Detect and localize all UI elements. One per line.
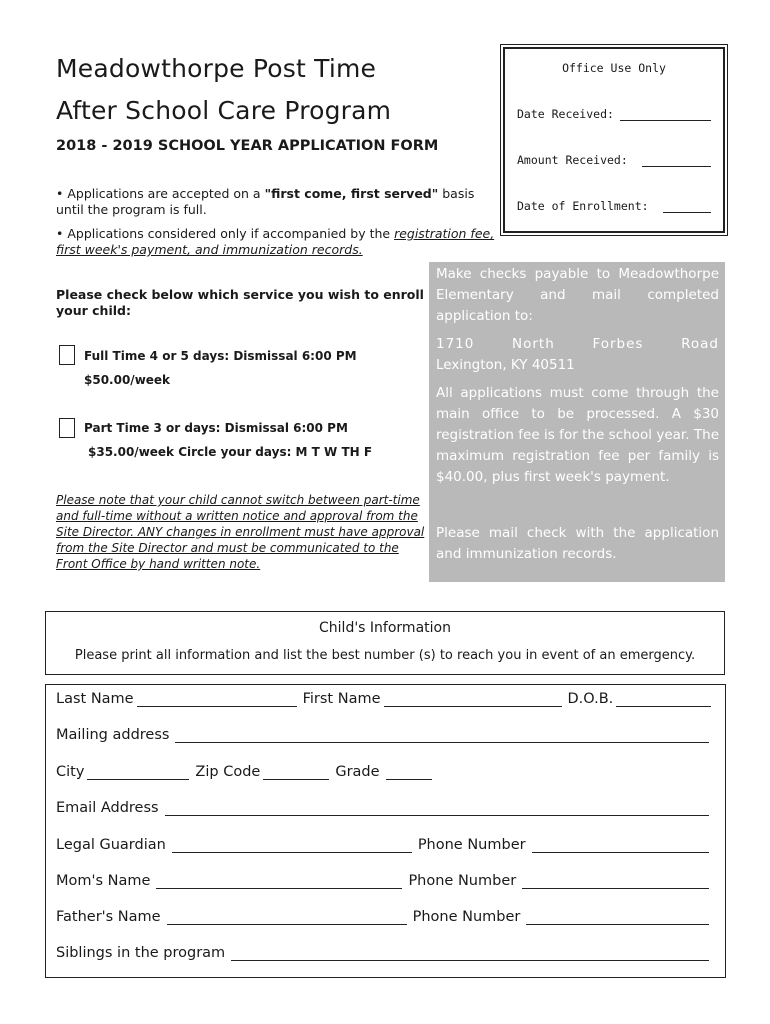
office-use-box — [503, 47, 725, 233]
mail-instructions-box — [429, 262, 725, 582]
guardian-phone-field[interactable] — [532, 839, 709, 853]
mom-row: Mom's Name Phone Number — [56, 873, 715, 889]
mom-name-field[interactable] — [156, 875, 402, 889]
full-time-label: Full Time 4 or 5 days: Dismissal 6:00 PM — [84, 349, 357, 363]
mailing-address-field[interactable] — [175, 729, 709, 743]
name-row: Last Name First Name D.O.B. — [56, 691, 715, 707]
mail-check-text: Please mail check with the application and immunization records. — [436, 525, 719, 562]
father-name-field[interactable] — [167, 911, 407, 925]
city-field[interactable] — [87, 766, 189, 780]
part-time-label: Part Time 3 or days: Dismissal 6:00 PM — [84, 421, 348, 435]
part-time-checkbox[interactable] — [59, 418, 75, 438]
form-subtitle: 2018 - 2019 SCHOOL YEAR APPLICATION FORM — [56, 138, 439, 154]
part-time-price: $35.00/week Circle your days: M T W TH F — [88, 445, 373, 459]
address-street: 1710 North Forbes Road — [436, 336, 719, 352]
date-received-field[interactable]: Date Received: — [517, 107, 711, 121]
father-row: Father's Name Phone Number — [56, 909, 715, 925]
program-title-line2: After School Care Program — [56, 96, 392, 125]
email-row: Email Address — [56, 800, 715, 816]
amount-received-field[interactable]: Amount Received: — [517, 153, 711, 167]
full-time-price: $50.00/week — [84, 373, 171, 387]
guardian-row: Legal Guardian Phone Number — [56, 837, 715, 853]
first-name-field[interactable] — [384, 693, 562, 707]
last-name-field[interactable] — [137, 693, 297, 707]
mom-phone-field[interactable] — [522, 875, 709, 889]
checks-payable-text: Make checks payable to Meadowthorpe Elementary and mail completed application to: — [436, 266, 719, 324]
email-field[interactable] — [165, 802, 709, 816]
grade-field[interactable] — [386, 766, 432, 780]
siblings-field[interactable] — [231, 947, 709, 961]
zip-code-field[interactable] — [263, 766, 329, 780]
enrollment-note: Please note that your child cannot switch between part-time and full-time without a written notice and approval from the Site Director. ANY changes in enrollment must have approval from the Site Director and must be communicated to the Front Office by hand written note. — [56, 493, 425, 571]
siblings-row: Siblings in the program — [56, 945, 715, 961]
address-city: Lexington, KY 40511 — [436, 357, 575, 373]
full-time-checkbox[interactable] — [59, 345, 75, 365]
registration-fee-text: All applications must come through the main office to be processed. A $30 registration fee is for the school year. The maximum registration fee per family is $40.00, plus first week's payment. — [436, 385, 719, 485]
bullet-requirements: • Applications considered only if accompanied by the registration fee, first week's payment, and immunization records. — [56, 226, 495, 257]
child-info-header — [45, 611, 725, 675]
father-phone-field[interactable] — [526, 911, 709, 925]
child-info-subtitle: Please print all information and list the best number (s) to reach you in event of an emergency. — [74, 648, 696, 663]
enroll-heading: Please check below which service you wish to enroll your child: — [56, 287, 424, 318]
legal-guardian-field[interactable] — [172, 839, 412, 853]
child-info-form — [45, 684, 726, 978]
office-use-title: Office Use Only — [562, 61, 666, 75]
program-title-line1: Meadowthorpe Post Time — [56, 54, 377, 83]
mailing-row: Mailing address — [56, 727, 715, 743]
child-info-title: Child's Information — [319, 620, 451, 636]
date-enrollment-field[interactable]: Date of Enrollment: — [517, 199, 711, 213]
dob-field[interactable] — [616, 693, 711, 707]
city-row: City Zip Code Grade — [56, 764, 715, 780]
bullet-first-come: • Applications are accepted on a "first come, first served" basis until the program is full. — [56, 186, 475, 217]
